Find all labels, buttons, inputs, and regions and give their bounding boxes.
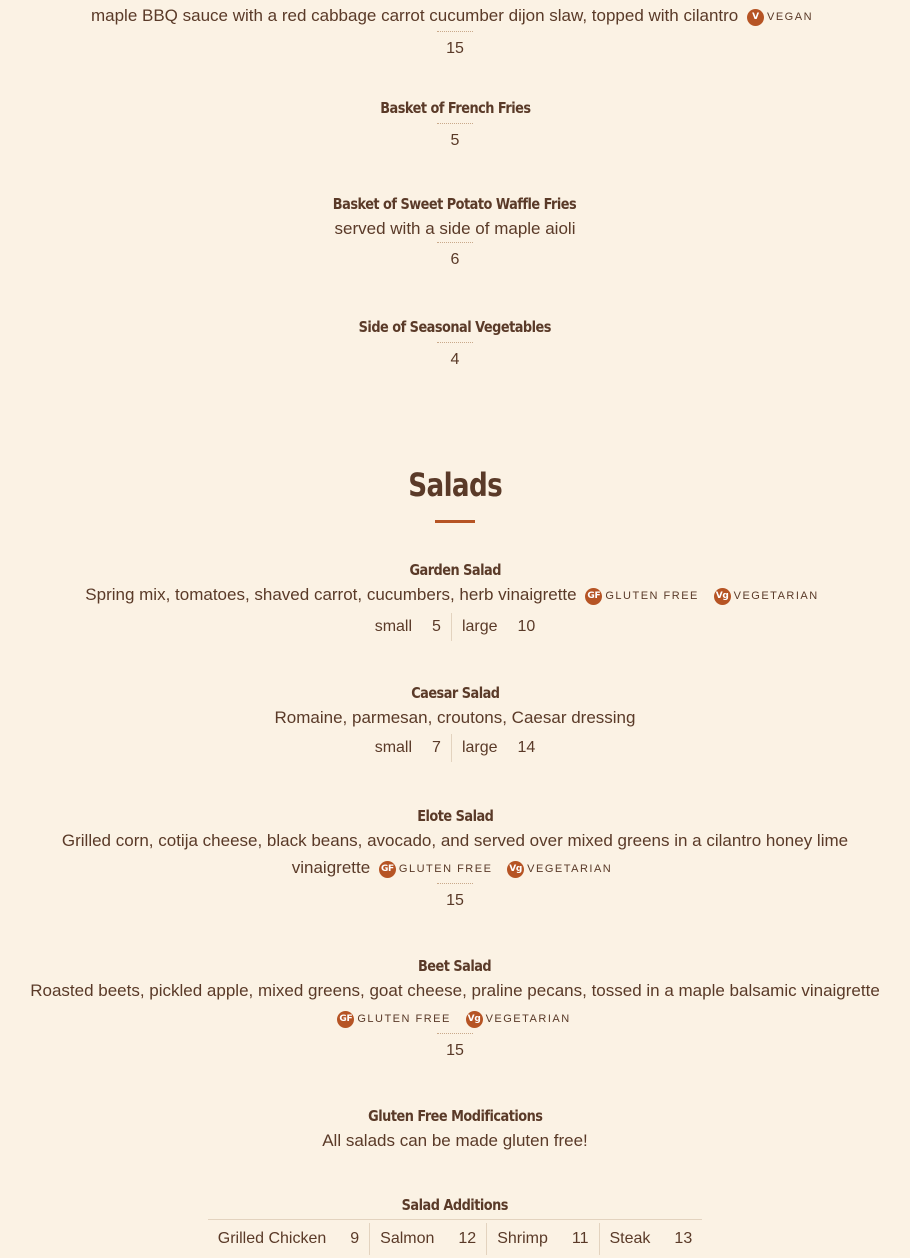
item-title: Caesar Salad [410,684,500,702]
size-small: small 5 [374,617,441,635]
item-title: Basket of French Fries [379,99,531,117]
addition-shrimp: Shrimp 11 [486,1223,598,1255]
additions-list [208,1219,702,1255]
size-large: large 10 [451,613,545,641]
size-small: small 7 [374,739,441,756]
vegetarian-badge: Vg VEGETARIAN [466,1005,577,1033]
gluten-free-icon: GF [379,861,396,878]
item-price: 15 [446,883,464,913]
item-title: Gluten Free Modifications [367,1107,543,1125]
item-price: 6 [451,242,460,272]
item-price: 15 [446,31,464,61]
menu-salad-additions [0,1194,910,1255]
vegetarian-icon: Vg [714,588,731,605]
section-title-salads: Salads [408,466,502,504]
menu-item-elote-salad [0,805,910,913]
item-title: Garden Salad [409,561,501,579]
menu-item-sweet-potato-fries [0,193,910,272]
item-description: Romaine, parmesan, croutons, Caesar dressing [274,708,636,727]
item-title: Side of Seasonal Vegetables [358,318,552,336]
addition-steak: Steak 13 [599,1223,703,1255]
item-title: Beet Salad [418,957,492,975]
item-description: Spring mix, tomatoes, shaved carrot, cucumbers, herb vinaigrette GF GLUTEN FREE Vg VEGETARIAN [0,581,910,610]
item-title: Salad Additions [401,1196,509,1214]
menu-item-french-fries [0,97,910,153]
vegan-icon: V [747,9,764,26]
gluten-free-icon: GF [585,588,602,605]
addition-salmon: Salmon 12 [369,1223,486,1255]
item-description: All salads can be made gluten free! [322,1131,588,1150]
menu-item-garden-salad [0,559,910,641]
addition-grilled-chicken: Grilled Chicken 9 [217,1230,360,1247]
item-price: 5 [451,123,460,153]
gluten-free-badge: GF GLUTEN FREE [379,855,499,883]
item-description: Grilled corn, cotija cheese, black beans, avocado, and served over mixed greens in a cilantro honey lime vinaigrette GF GLUTEN FREE Vg VEGETARIAN [0,827,910,883]
vegetarian-icon: Vg [466,1011,483,1028]
menu-item-caesar-salad [0,682,910,762]
size-prices [365,613,546,641]
item-description: served with a side of maple aioli [334,219,576,238]
vegan-badge: V VEGAN [747,3,819,31]
gluten-free-icon: GF [337,1011,354,1028]
menu-note-gluten-free [0,1105,910,1154]
gluten-free-badge: GF GLUTEN FREE [337,1005,457,1033]
menu-item-seasonal-vegetables [0,316,910,372]
item-description: maple BBQ sauce with a red cabbage carrot cucumber dijon slaw, topped with cilantro V VEGAN [0,2,910,31]
vegetarian-badge: Vg VEGETARIAN [714,582,825,610]
gluten-free-badge: GF GLUTEN FREE [585,582,705,610]
vegetarian-icon: Vg [507,861,524,878]
item-price: 4 [451,342,460,372]
menu-item-top [0,2,910,61]
item-title: Basket of Sweet Potato Waffle Fries [333,195,577,213]
item-description: Roasted beets, pickled apple, mixed greens, goat cheese, praline pecans, tossed in a maple balsamic vinaigrette GF GLUTEN FREE Vg VEGETARIAN [0,977,910,1033]
size-large: large 14 [451,734,545,762]
menu-item-beet-salad [0,955,910,1063]
vegetarian-badge: Vg VEGETARIAN [507,855,618,883]
item-price: 15 [446,1033,464,1063]
size-prices [365,734,546,762]
section-divider [435,520,475,523]
item-title: Elote Salad [416,807,494,825]
